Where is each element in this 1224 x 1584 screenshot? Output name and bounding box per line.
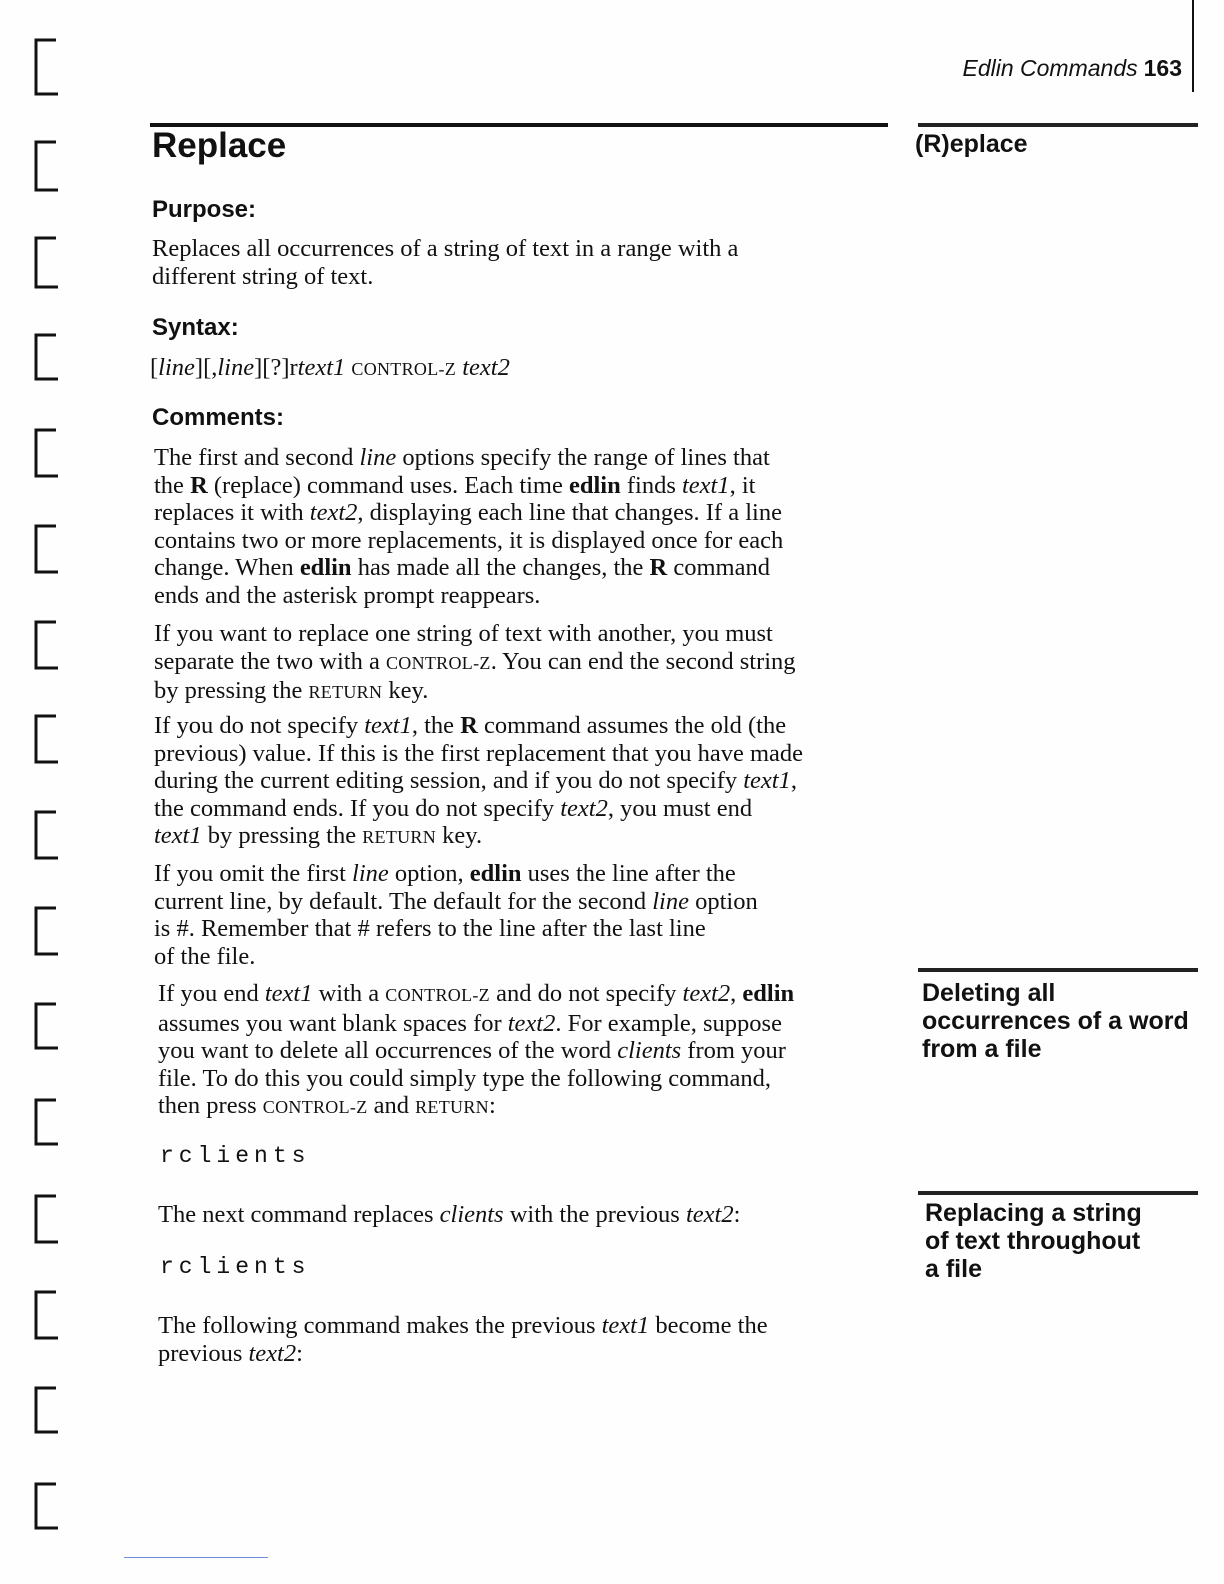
- side-rule-replacing: [918, 1191, 1198, 1195]
- comments-paragraph-2: If you want to replace one string of text with another, you must separate the two with a CONTROL-Z. You can end the second string by pressing the RETURN key.: [154, 620, 796, 704]
- comments-paragraph-4: If you omit the first line option, edlin uses the line after the current line, by default. The default for the second line option is #. Remember that # refers to the line after the last line of the file.: [154, 860, 758, 970]
- page-number: 163: [1143, 55, 1182, 81]
- side-title: (R)eplace: [915, 130, 1028, 158]
- syntax-text1: text1: [297, 354, 346, 381]
- bottom-scan-line: [124, 1557, 268, 1558]
- running-title: Edlin Commands: [962, 55, 1138, 81]
- margin-note-replacing: Replacing a string of text throughout a file: [925, 1199, 1142, 1283]
- syntax-option: ][?]r: [254, 354, 298, 381]
- code-example-2: rclients: [160, 1254, 311, 1280]
- comments-heading: Comments:: [152, 404, 285, 431]
- syntax-bracket: ][,: [194, 354, 218, 381]
- comments-paragraph-7: The following command makes the previous text1 become the previous text2:: [158, 1312, 768, 1367]
- purpose-heading: Purpose:: [152, 196, 257, 223]
- comments-paragraph-6: The next command replaces clients with the previous text2:: [158, 1201, 741, 1228]
- syntax-text2: text2: [462, 354, 510, 381]
- syntax-line-param: line: [158, 354, 195, 381]
- syntax-control-z: CONTROL-Z: [351, 359, 457, 379]
- margin-note-deleting: Deleting all occurrences of a word from a file: [922, 979, 1189, 1063]
- code-example-1: rclients: [160, 1143, 311, 1169]
- comments-paragraph-1: The first and second line options specify the range of lines that the R (replace) command uses. Each time edlin finds text1, it replaces it with text2, displaying each line that changes. If a line contains two or more replacements, it is displayed once for each change. When edlin has made all the changes, the R command ends and the asterisk prompt reappears.: [154, 444, 784, 609]
- purpose-text: Replaces all occurrences of a string of text in a range with a different string of text.: [152, 235, 739, 290]
- syntax-line-param-2: line: [217, 354, 255, 381]
- comments-paragraph-5: If you end text1 with a CONTROL-Z and do not specify text2, edlin assumes you want blank spaces for text2. For example, suppose you want to delete all occurrences of the word clients from your file. To do this you could simply type the following command, then press CONTROL-Z and RETURN:: [158, 980, 795, 1119]
- running-header: [962, 55, 1182, 82]
- section-title: Replace: [152, 126, 287, 165]
- side-rule-deleting: [918, 968, 1198, 972]
- comments-paragraph-3: If you do not specify text1, the R command assumes the old (the previous) value. If this is the first replacement that you have made during the current editing session, and if you do not specify text1, the command ends. If you do not specify text2, you must end text1 by pressing the RETURN key.: [154, 712, 804, 849]
- syntax-heading: Syntax:: [152, 314, 239, 341]
- header-vertical-rule: [1192, 0, 1194, 92]
- side-rule-top: [918, 123, 1198, 127]
- binding-bracket-marks: [0, 0, 100, 1584]
- syntax-line: [line][,line][?]rtext1 CONTROL-Z text2: [150, 354, 510, 381]
